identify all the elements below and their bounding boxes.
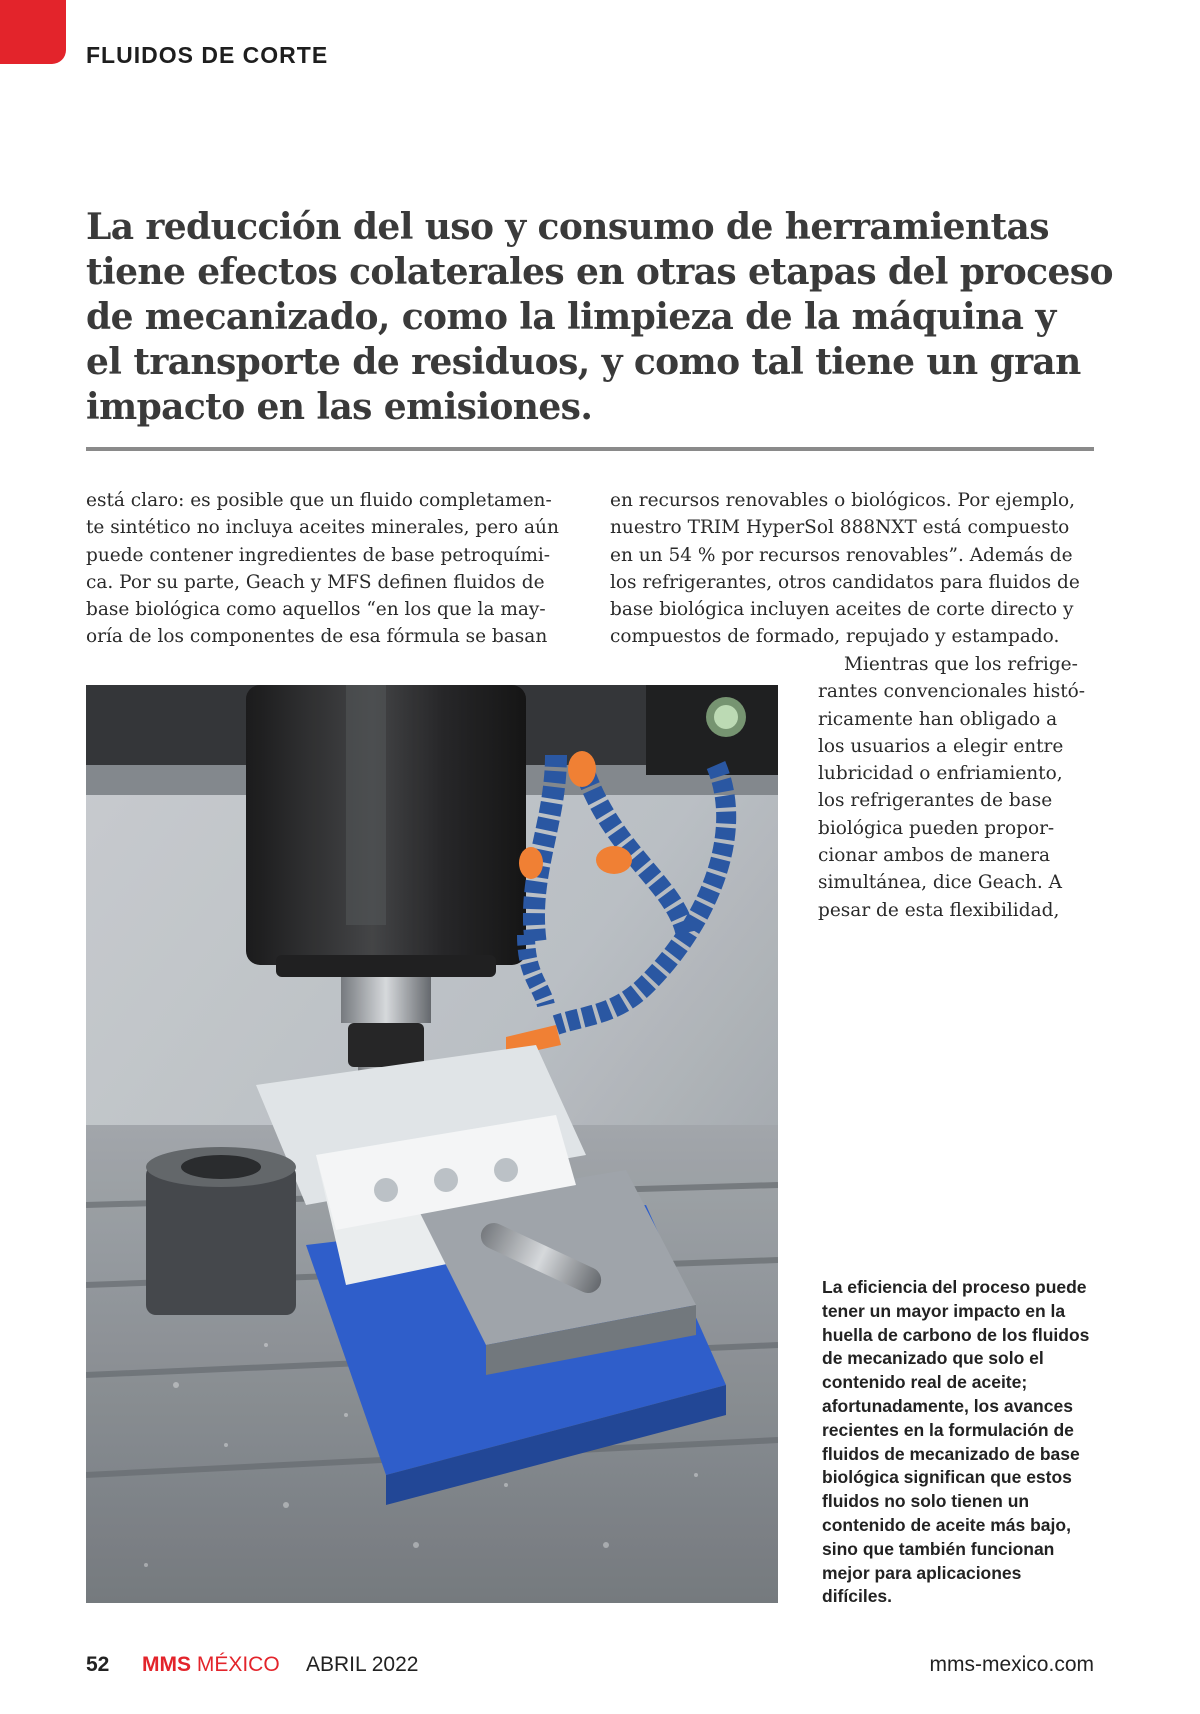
pull-quote-line: de mecanizado, como la limpieza de la máquina y — [86, 296, 1056, 338]
body-line: ca. Por su parte, Geach y MFS definen fluidos de — [86, 571, 545, 593]
caption-line: mejor para aplicaciones — [822, 1562, 1022, 1583]
caption-line: sino que también funcionan — [822, 1538, 1055, 1559]
caption-line: de mecanizado que solo el — [822, 1348, 1044, 1369]
caption-line: contenido real de aceite; — [822, 1372, 1028, 1393]
body-line: los refrigerantes, otros candidatos para fluidos de — [610, 571, 1080, 593]
photo-caption — [822, 1276, 1112, 1609]
caption-line: contenido de aceite más bajo, — [822, 1514, 1071, 1535]
website-link[interactable]: mms-mexico.com — [929, 1653, 1094, 1676]
body-line: en un 54 % por recursos renovables”. Además de — [610, 544, 1073, 566]
body-line: biológica pueden propor- — [818, 817, 1055, 839]
body-line: los usuarios a elegir entre — [818, 735, 1064, 757]
body-line: puede contener ingredientes de base petroquími- — [86, 544, 551, 566]
page-number: 52 — [86, 1653, 110, 1676]
body-line: Mientras que los refrige- — [844, 654, 1078, 675]
caption-line: huella de carbono de los fluidos — [822, 1324, 1090, 1345]
body-column-wrap — [818, 651, 1085, 924]
issue-date: ABRIL 2022 — [306, 1653, 419, 1676]
body-column-left — [86, 487, 559, 651]
caption-line: recientes en la formulación de — [822, 1419, 1074, 1440]
caption-line: difíciles. — [822, 1586, 893, 1607]
body-column-right — [610, 487, 1080, 651]
pull-quote — [86, 205, 1113, 430]
pull-quote-divider — [86, 447, 1094, 451]
body-line: rantes convencionales histó- — [818, 681, 1086, 703]
body-line: te sintético no incluya aceites minerales, pero aún — [86, 517, 559, 539]
caption-line: tener un mayor impacto en la — [822, 1300, 1066, 1321]
body-line: los refrigerantes de base — [818, 790, 1053, 812]
magazine-brand — [142, 1653, 280, 1677]
body-line: lubricidad o enfriamiento, — [818, 763, 1063, 785]
body-line: en recursos renovables o biológicos. Por ejemplo, — [610, 490, 1076, 511]
body-line: base biológica incluyen aceites de corte directo y — [610, 599, 1074, 621]
body-line: ricamente han obligado a — [818, 708, 1058, 730]
section-color-tab — [0, 0, 66, 64]
body-line: base biológica como aquellos “en los que la may- — [86, 599, 546, 621]
caption-line: fluidos de mecanizado de base — [822, 1443, 1080, 1464]
pull-quote-line: el transporte de residuos, y como tal tiene un gran — [86, 341, 1081, 383]
cnc-machining-photo — [86, 685, 778, 1603]
brand-mexico: MÉXICO — [196, 1653, 280, 1676]
pull-quote-line: impacto en las emisiones. — [86, 386, 593, 428]
section-label: FLUIDOS DE CORTE — [86, 42, 329, 68]
caption-line: biológica significan que estos — [822, 1467, 1072, 1488]
body-line: oría de los componentes de esa fórmula se basan — [86, 626, 548, 648]
caption-line: fluidos no solo tienen un — [822, 1491, 1030, 1512]
body-line: cionar ambos de manera — [818, 845, 1050, 867]
body-line: compuestos de formado, repujado y estampado. — [610, 626, 1060, 648]
pull-quote-line: tiene efectos colaterales en otras etapas del proceso — [86, 251, 1113, 293]
pull-quote-line: La reducción del uso y consumo de herramientas — [86, 206, 1049, 248]
body-line: pesar de esta flexibilidad, — [818, 899, 1060, 921]
caption-line: La eficiencia del proceso puede — [822, 1277, 1087, 1297]
caption-line: afortunadamente, los avances — [822, 1395, 1073, 1416]
body-line: nuestro TRIM HyperSol 888NXT está compuesto — [610, 517, 1070, 539]
body-line: simultánea, dice Geach. A — [818, 872, 1063, 894]
brand-mms: MMS — [142, 1653, 191, 1676]
body-line: está claro: es posible que un fluido completamen- — [86, 490, 552, 511]
